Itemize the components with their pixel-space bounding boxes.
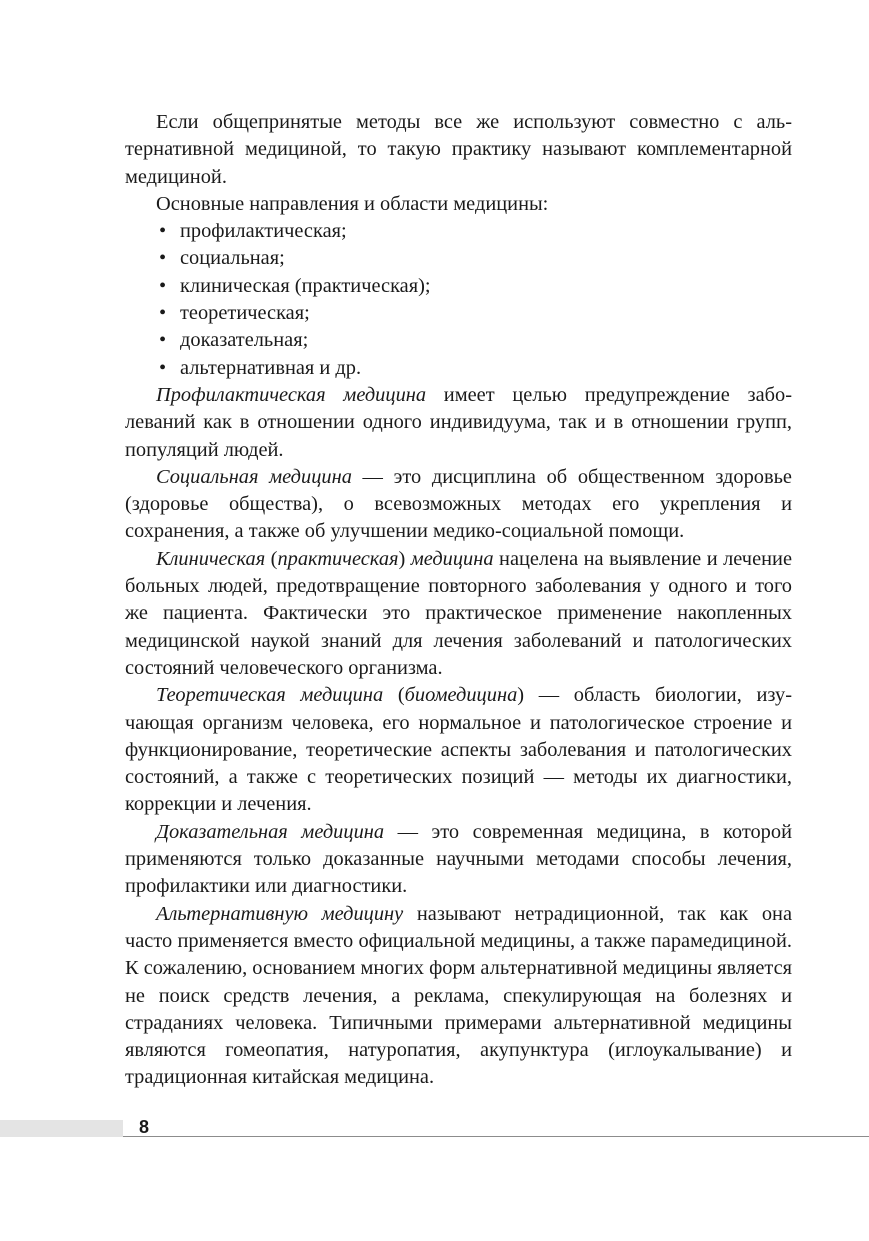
bullet-icon: •	[159, 356, 167, 379]
definition-text: — это современная медицина, в которой применяются только доказанные научными методами способы лечения, профилактики или диагностики.	[125, 820, 792, 898]
definition-text: называют нетрадиционной, так как она часто применяется вместо официальной медицины, а также парамедициной. К сожалению, основанием многих форм альтернативной медицины является не поиск средств лечения, а реклама, спекулирующая на болезнях и страданиях человека. Типичными примерами альтернативной медицины являются гомеопатия, натуропатия, акупунктура (иглоукалывание) и традиционная китайская медицина.	[125, 902, 792, 1089]
paragraph-social-medicine	[125, 464, 792, 546]
paragraph-directions-intro: Основные направления и области медицины:	[156, 192, 549, 215]
definition-text: имеет целью предупреждение заболеваний как в отношении одного индивидуума, так и в отношении групп, популяций людей.	[125, 383, 792, 461]
term-clinical: Клиническая	[156, 547, 266, 570]
bullet-icon: •	[159, 220, 167, 243]
list-item-label: альтернативная и др.	[180, 356, 362, 379]
list-item	[125, 355, 792, 382]
paragraph-evidence-medicine	[125, 819, 792, 901]
term-biomedicine: биомедицина	[404, 684, 518, 707]
term-medicine: медицина	[410, 547, 494, 570]
bullet-icon: •	[159, 302, 167, 325]
paragraph-preventive-medicine	[125, 382, 792, 464]
list-item-label: профилактическая;	[180, 220, 347, 243]
directions-list	[125, 218, 792, 382]
list-item	[125, 245, 792, 272]
page-number: 8	[139, 1117, 150, 1137]
bullet-icon: •	[159, 329, 167, 352]
list-item	[125, 273, 792, 300]
list-item-label: социальная;	[180, 247, 285, 270]
term-alternative-medicine: Альтернативную медицину	[156, 902, 404, 925]
term-separator: )	[398, 547, 411, 570]
paragraph-theoretical-medicine	[125, 682, 792, 818]
list-item-label: доказательная;	[180, 329, 309, 352]
footer-divider	[123, 1136, 869, 1137]
term-social-medicine: Социальная медицина	[156, 465, 352, 488]
list-item	[125, 300, 792, 327]
term-separator: (	[265, 547, 278, 570]
term-practical: практическая	[277, 547, 399, 570]
term-preventive-medicine: Профилактическая медицина	[156, 383, 427, 406]
footer-bar	[0, 1120, 123, 1137]
page-body	[125, 109, 792, 1092]
definition-text: — это дисциплина об общественном здоровье (здоровье общества), о всевозможных методах его укрепления и сохранения, а также об улучшении медико-социальной помощи.	[125, 465, 792, 543]
paragraph-clinical-medicine	[125, 546, 792, 682]
definition-text: нацелена на выявление и лечение больных людей, предотвращение повторного заболевания у одного и того же пациента. Фактически это практическое применение накопленных медицинской наукой знаний для лечения заболеваний и патологических состояний человеческого организма.	[125, 547, 792, 679]
bullet-icon: •	[159, 274, 167, 297]
bullet-icon: •	[159, 247, 167, 270]
paragraph-complementary-medicine: Если общепринятые методы все же используют совместно с альтернативной медициной, то такую практику называют комплементарной медициной.	[125, 111, 792, 188]
list-item-label: клиническая (практическая);	[180, 274, 431, 297]
list-item-label: теоретическая;	[180, 302, 310, 325]
term-separator: (	[383, 684, 405, 707]
list-item	[125, 218, 792, 245]
paragraph-alternative-medicine	[125, 901, 792, 1092]
term-evidence-medicine: Доказательная медицина	[156, 820, 385, 843]
term-theoretical-medicine: Теоретическая медицина	[156, 684, 384, 707]
definition-text: ) — область биологии, изучающая организм человека, его нормальное и патологическое строение и функционирование, теоретические аспекты заболевания и патологических состояний, а также с теоретических позиций — методы их диагностики, коррекции и лечения.	[125, 684, 793, 816]
list-item	[125, 327, 792, 354]
